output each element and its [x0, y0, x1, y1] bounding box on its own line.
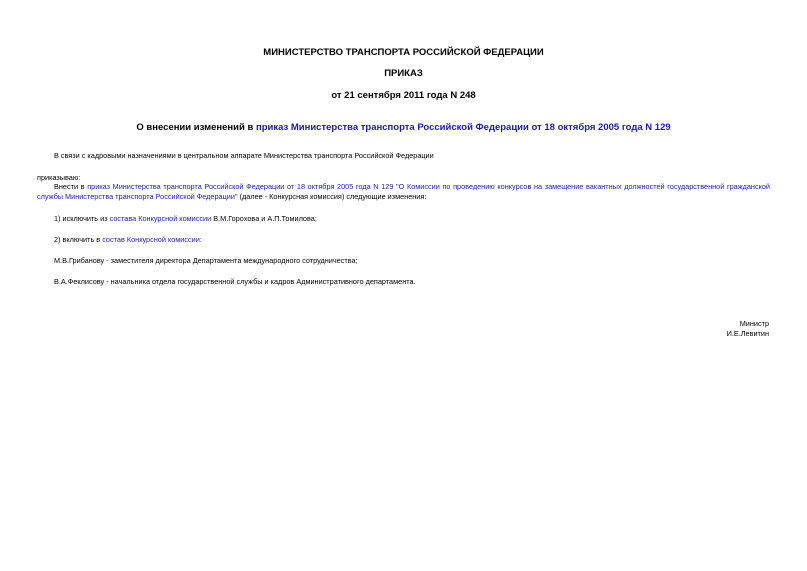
order-word: приказываю: [37, 173, 81, 182]
order-129-link[interactable]: приказ Министерства транспорта Российской Федерации от 18 октября 2005 года N 129 "О Комиссии по проведению конкурсов на замещение вакантных должностей государственной гражданской службы Министерства транспорта Российской Федерации" [37, 182, 771, 201]
ministry-heading: МИНИСТЕРСТВО ТРАНСПОРТА РОССИЙСКОЙ ФЕДЕРАЦИИ [263, 47, 544, 58]
title-order-link[interactable]: приказ Министерства транспорта Российской Федерации от 18 октября 2005 года N 129 [255, 122, 671, 133]
commission-composition-link-1[interactable]: состава Конкурсной комиссии [109, 214, 212, 223]
item1-suffix: В.М.Горохова и А.П.Томилова; [211, 214, 317, 223]
person-gribanova: М.В.Грибанову - заместителя директора Департамента международного сотрудничества; [54, 256, 358, 265]
paragraph-amend [37, 182, 770, 202]
item-2 [54, 235, 202, 245]
preamble-text: В связи с кадровыми назначениями в центральном аппарате Министерства транспорта Российской Федерации [54, 151, 434, 160]
item2-suffix: : [199, 235, 202, 244]
date-number-heading: от 21 сентября 2011 года N 248 [331, 90, 476, 101]
item1-prefix: 1) исключить из [54, 214, 110, 223]
person-feklisova: В.А.Феклисову - начальника отдела государственной службы и кадров Административного департамента. [54, 277, 416, 286]
signature-name: И.Е.Левитин [726, 329, 769, 338]
document-title [0, 122, 807, 133]
p1-prefix: Внести в [54, 182, 88, 191]
signature-position: Министр [739, 319, 769, 328]
p1-suffix: (далее - Конкурсная комиссия) следующие изменения: [237, 192, 427, 201]
doc-type-heading: ПРИКАЗ [384, 68, 423, 79]
commission-composition-link-2[interactable]: состав Конкурсной комиссии [102, 235, 200, 244]
title-prefix: О внесении изменений в [136, 122, 256, 133]
item-1 [54, 214, 317, 224]
item2-prefix: 2) включить в [54, 235, 103, 244]
